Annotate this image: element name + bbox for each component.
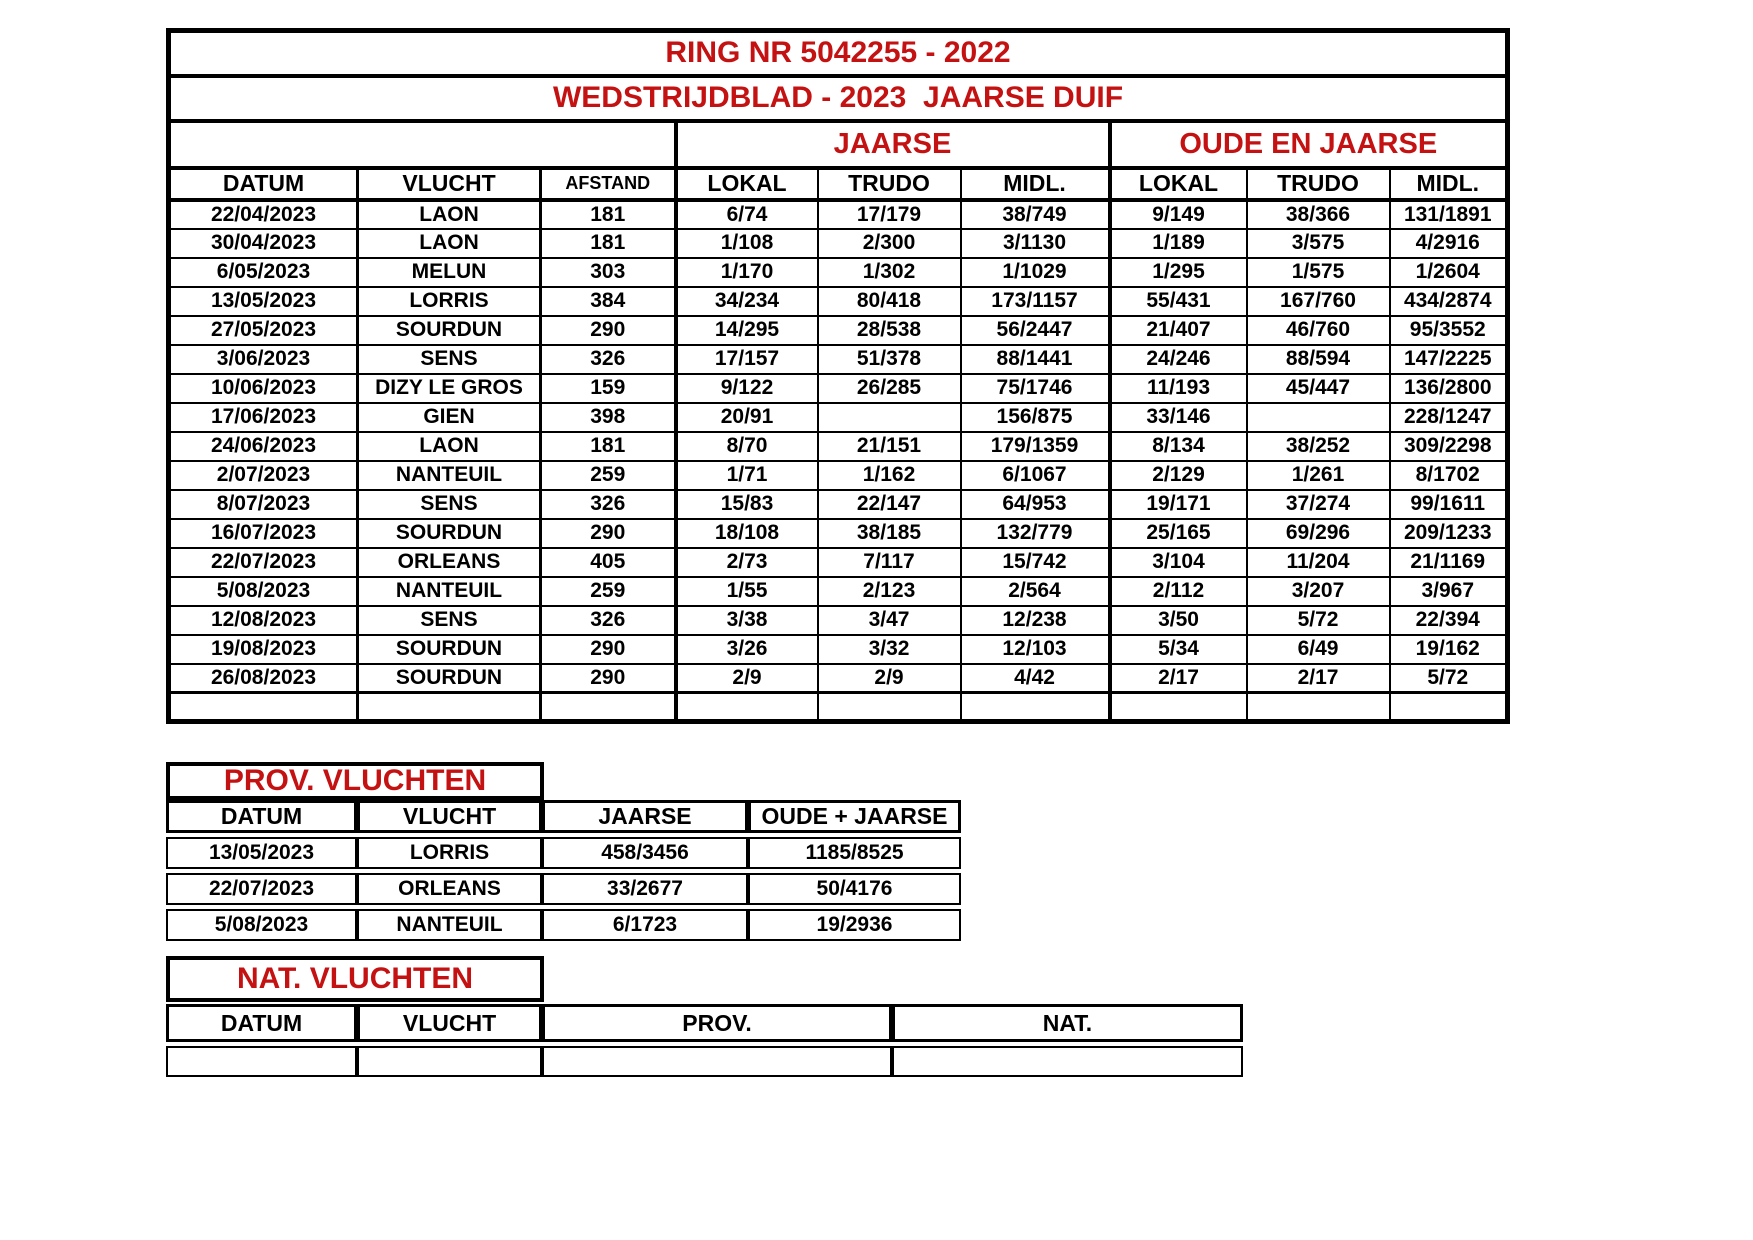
- cell-jaarse-midl: 1/1029: [961, 258, 1110, 287]
- cell-oude-trudo: 88/594: [1247, 345, 1390, 374]
- cell-jaarse-trudo: 17/179: [818, 200, 961, 229]
- cell-jaarse-midl: 4/42: [961, 664, 1110, 693]
- cell-vlucht: LAON: [358, 229, 541, 258]
- cell-oude-trudo: 38/252: [1247, 432, 1390, 461]
- cell-vlucht: ORLEANS: [358, 548, 541, 577]
- cell-vlucht: DIZY LE GROS: [358, 374, 541, 403]
- cell-afstand: 181: [541, 229, 676, 258]
- nat-result-row: [166, 1046, 1243, 1077]
- col-header-vlucht: VLUCHT: [358, 168, 541, 200]
- cell-jaarse-lokal: 3/26: [676, 635, 818, 664]
- result-row: [169, 374, 1508, 403]
- cell-datum: 2/07/2023: [169, 461, 358, 490]
- cell-afstand: [541, 693, 676, 722]
- col-header-prov: PROV.: [542, 1004, 892, 1042]
- cell-oude-lokal: 1/295: [1110, 258, 1247, 287]
- cell-oude-lokal: 5/34: [1110, 635, 1247, 664]
- col-header-oude-midl: MIDL.: [1390, 168, 1508, 200]
- cell-vlucht: SENS: [358, 345, 541, 374]
- cell-datum: 3/06/2023: [169, 345, 358, 374]
- col-header-jaarse-lokal: LOKAL: [676, 168, 818, 200]
- cell-oude-lokal: 2/112: [1110, 577, 1247, 606]
- cell-jaarse-midl: 15/742: [961, 548, 1110, 577]
- cell-vlucht: [358, 693, 541, 722]
- col-header-afstand: AFSTAND: [541, 168, 676, 200]
- cell-oude-lokal: 2/129: [1110, 461, 1247, 490]
- col-header-vlucht: VLUCHT: [357, 800, 542, 833]
- prov-vluchten-title: PROV. VLUCHTEN: [166, 762, 544, 800]
- cell-vlucht: SOURDUN: [358, 635, 541, 664]
- cell-datum: 30/04/2023: [169, 229, 358, 258]
- cell-oude-midl: 95/3552: [1390, 316, 1508, 345]
- cell-jaarse-trudo: 3/32: [818, 635, 961, 664]
- col-header-jaarse-trudo: TRUDO: [818, 168, 961, 200]
- cell-oude-midl: 228/1247: [1390, 403, 1508, 432]
- cell-datum: 17/06/2023: [169, 403, 358, 432]
- cell-vlucht: [357, 1046, 542, 1077]
- cell-vlucht: LORRIS: [357, 837, 542, 869]
- cell-jaarse-midl: 12/103: [961, 635, 1110, 664]
- cell-datum: 26/08/2023: [169, 664, 358, 693]
- cell-jaarse-midl: 88/1441: [961, 345, 1110, 374]
- nat-header-row: [166, 1004, 1243, 1042]
- nat-vluchten-table: [166, 1000, 1243, 1081]
- col-header-jaarse: JAARSE: [542, 800, 748, 833]
- cell-datum: [166, 1046, 357, 1077]
- cell-oude-lokal: 8/134: [1110, 432, 1247, 461]
- cell-jaarse-trudo: 51/378: [818, 345, 961, 374]
- cell-afstand: 290: [541, 316, 676, 345]
- cell-jaarse-trudo: 21/151: [818, 432, 961, 461]
- sheet-title-row: [169, 76, 1508, 121]
- cell-datum: 16/07/2023: [169, 519, 358, 548]
- cell-afstand: 181: [541, 200, 676, 229]
- cell-oude-trudo: 6/49: [1247, 635, 1390, 664]
- cell-oude-midl: 19/162: [1390, 635, 1508, 664]
- col-header-datum: DATUM: [166, 1004, 357, 1042]
- result-row: [169, 345, 1508, 374]
- group-header-oude-en-jaarse: OUDE EN JAARSE: [1110, 121, 1508, 168]
- result-row: [169, 548, 1508, 577]
- cell-afstand: 290: [541, 519, 676, 548]
- cell-datum: 5/08/2023: [166, 909, 357, 941]
- cell-jaarse-lokal: 8/70: [676, 432, 818, 461]
- cell-oude-midl: [1390, 693, 1508, 722]
- cell-jaarse-trudo: 28/538: [818, 316, 961, 345]
- cell-oude-lokal: 1/189: [1110, 229, 1247, 258]
- cell-jaarse: 6/1723: [542, 909, 748, 941]
- cell-jaarse-lokal: 15/83: [676, 490, 818, 519]
- cell-datum: 13/05/2023: [169, 287, 358, 316]
- column-header-row: [169, 168, 1508, 200]
- cell-jaarse: 33/2677: [542, 873, 748, 905]
- cell-oude-lokal: 33/146: [1110, 403, 1247, 432]
- cell-oude-jaarse: 1185/8525: [748, 837, 961, 869]
- cell-jaarse-lokal: 17/157: [676, 345, 818, 374]
- cell-jaarse-midl: 12/238: [961, 606, 1110, 635]
- cell-jaarse-trudo: 2/9: [818, 664, 961, 693]
- cell-oude-midl: 131/1891: [1390, 200, 1508, 229]
- result-row: [169, 490, 1508, 519]
- cell-afstand: 290: [541, 664, 676, 693]
- cell-jaarse-lokal: 2/73: [676, 548, 818, 577]
- cell-jaarse-lokal: 6/74: [676, 200, 818, 229]
- cell-vlucht: SOURDUN: [358, 519, 541, 548]
- cell-oude-lokal: 19/171: [1110, 490, 1247, 519]
- cell-oude-lokal: 2/17: [1110, 664, 1247, 693]
- cell-jaarse-trudo: [818, 693, 961, 722]
- col-header-jaarse-midl: MIDL.: [961, 168, 1110, 200]
- cell-vlucht: ORLEANS: [357, 873, 542, 905]
- prov-result-row: [166, 909, 961, 941]
- cell-vlucht: SOURDUN: [358, 664, 541, 693]
- result-row: [169, 519, 1508, 548]
- cell-oude-lokal: 24/246: [1110, 345, 1247, 374]
- cell-oude-trudo: 46/760: [1247, 316, 1390, 345]
- cell-oude-lokal: 3/104: [1110, 548, 1247, 577]
- cell-jaarse-midl: 173/1157: [961, 287, 1110, 316]
- cell-oude-midl: 21/1169: [1390, 548, 1508, 577]
- cell-vlucht: LAON: [358, 200, 541, 229]
- cell-oude-midl: 136/2800: [1390, 374, 1508, 403]
- col-header-oude-lokal: LOKAL: [1110, 168, 1247, 200]
- result-row: [169, 229, 1508, 258]
- cell-vlucht: SENS: [358, 490, 541, 519]
- col-header-nat: NAT.: [892, 1004, 1243, 1042]
- col-header-vlucht: VLUCHT: [357, 1004, 542, 1042]
- cell-oude-lokal: 21/407: [1110, 316, 1247, 345]
- cell-oude-midl: 3/967: [1390, 577, 1508, 606]
- cell-datum: 27/05/2023: [169, 316, 358, 345]
- cell-afstand: 326: [541, 345, 676, 374]
- cell-jaarse-midl: 38/749: [961, 200, 1110, 229]
- cell-jaarse-lokal: 34/234: [676, 287, 818, 316]
- cell-jaarse-midl: 3/1130: [961, 229, 1110, 258]
- ring-number-title: RING NR 5042255 - 2022: [169, 31, 1508, 76]
- cell-oude-lokal: 25/165: [1110, 519, 1247, 548]
- cell-jaarse-midl: 75/1746: [961, 374, 1110, 403]
- cell-afstand: 290: [541, 635, 676, 664]
- group-header-jaarse: JAARSE: [676, 121, 1110, 168]
- cell-jaarse-trudo: 26/285: [818, 374, 961, 403]
- result-row: [169, 693, 1508, 722]
- cell-jaarse-lokal: 3/38: [676, 606, 818, 635]
- cell-oude-midl: 4/2916: [1390, 229, 1508, 258]
- cell-jaarse-trudo: 1/162: [818, 461, 961, 490]
- cell-jaarse-trudo: 2/123: [818, 577, 961, 606]
- nat-table-body: [166, 1046, 1243, 1077]
- group-header-empty: [169, 121, 676, 168]
- cell-oude-trudo: 37/274: [1247, 490, 1390, 519]
- cell-jaarse-midl: 56/2447: [961, 316, 1110, 345]
- cell-jaarse-trudo: 22/147: [818, 490, 961, 519]
- cell-jaarse-lokal: 1/170: [676, 258, 818, 287]
- prov-vluchten-table: [166, 796, 961, 945]
- cell-jaarse-lokal: 1/55: [676, 577, 818, 606]
- prov-table-body: [166, 837, 961, 941]
- result-row: [169, 432, 1508, 461]
- cell-datum: [169, 693, 358, 722]
- cell-afstand: 259: [541, 461, 676, 490]
- cell-jaarse-lokal: 1/71: [676, 461, 818, 490]
- cell-afstand: 303: [541, 258, 676, 287]
- cell-vlucht: SENS: [358, 606, 541, 635]
- cell-oude-midl: 309/2298: [1390, 432, 1508, 461]
- cell-oude-midl: 209/1233: [1390, 519, 1508, 548]
- cell-oude-trudo: 3/575: [1247, 229, 1390, 258]
- result-row: [169, 287, 1508, 316]
- cell-oude-midl: 147/2225: [1390, 345, 1508, 374]
- results-table: [166, 28, 1510, 724]
- prov-result-row: [166, 873, 961, 905]
- cell-jaarse-lokal: 1/108: [676, 229, 818, 258]
- cell-jaarse-trudo: 1/302: [818, 258, 961, 287]
- cell-jaarse-trudo: [818, 403, 961, 432]
- result-row: [169, 200, 1508, 229]
- cell-vlucht: LORRIS: [358, 287, 541, 316]
- cell-jaarse-midl: 64/953: [961, 490, 1110, 519]
- cell-jaarse-trudo: 38/185: [818, 519, 961, 548]
- cell-oude-lokal: 55/431: [1110, 287, 1247, 316]
- cell-jaarse-trudo: 3/47: [818, 606, 961, 635]
- cell-jaarse-midl: 6/1067: [961, 461, 1110, 490]
- cell-jaarse-trudo: 7/117: [818, 548, 961, 577]
- cell-jaarse: 458/3456: [542, 837, 748, 869]
- cell-afstand: 398: [541, 403, 676, 432]
- cell-jaarse-midl: 156/875: [961, 403, 1110, 432]
- cell-datum: 13/05/2023: [166, 837, 357, 869]
- cell-oude-midl: 434/2874: [1390, 287, 1508, 316]
- cell-datum: 19/08/2023: [169, 635, 358, 664]
- col-header-oude-trudo: TRUDO: [1247, 168, 1390, 200]
- cell-jaarse-trudo: 2/300: [818, 229, 961, 258]
- cell-jaarse-lokal: 2/9: [676, 664, 818, 693]
- result-row: [169, 635, 1508, 664]
- cell-jaarse-lokal: 18/108: [676, 519, 818, 548]
- cell-afstand: 326: [541, 606, 676, 635]
- cell-oude-trudo: 2/17: [1247, 664, 1390, 693]
- cell-oude-trudo: 38/366: [1247, 200, 1390, 229]
- cell-vlucht: NANTEUIL: [358, 461, 541, 490]
- cell-oude-jaarse: 50/4176: [748, 873, 961, 905]
- cell-oude-lokal: [1110, 693, 1247, 722]
- cell-vlucht: GIEN: [358, 403, 541, 432]
- result-row: [169, 316, 1508, 345]
- cell-jaarse-trudo: 80/418: [818, 287, 961, 316]
- cell-vlucht: NANTEUIL: [358, 577, 541, 606]
- result-row: [169, 258, 1508, 287]
- cell-oude-trudo: 1/261: [1247, 461, 1390, 490]
- cell-jaarse-lokal: 14/295: [676, 316, 818, 345]
- cell-afstand: 384: [541, 287, 676, 316]
- cell-jaarse-lokal: [676, 693, 818, 722]
- cell-oude-midl: 22/394: [1390, 606, 1508, 635]
- cell-vlucht: SOURDUN: [358, 316, 541, 345]
- cell-oude-jaarse: 19/2936: [748, 909, 961, 941]
- col-header-datum: DATUM: [169, 168, 358, 200]
- cell-datum: 6/05/2023: [169, 258, 358, 287]
- cell-vlucht: LAON: [358, 432, 541, 461]
- cell-oude-trudo: 5/72: [1247, 606, 1390, 635]
- result-row: [169, 403, 1508, 432]
- cell-oude-trudo: 3/207: [1247, 577, 1390, 606]
- cell-oude-midl: 1/2604: [1390, 258, 1508, 287]
- prov-result-row: [166, 837, 961, 869]
- cell-afstand: 405: [541, 548, 676, 577]
- cell-datum: 22/07/2023: [169, 548, 358, 577]
- cell-oude-lokal: 9/149: [1110, 200, 1247, 229]
- cell-afstand: 326: [541, 490, 676, 519]
- cell-datum: 10/06/2023: [169, 374, 358, 403]
- cell-afstand: 181: [541, 432, 676, 461]
- sheet-title: WEDSTRIJDBLAD - 2023 JAARSE DUIF: [169, 76, 1508, 121]
- cell-oude-trudo: 1/575: [1247, 258, 1390, 287]
- cell-oude-trudo: [1247, 693, 1390, 722]
- col-header-oude-jaarse: OUDE + JAARSE: [748, 800, 961, 833]
- cell-datum: 22/07/2023: [166, 873, 357, 905]
- cell-datum: 12/08/2023: [169, 606, 358, 635]
- cell-jaarse-midl: 2/564: [961, 577, 1110, 606]
- cell-oude-trudo: [1247, 403, 1390, 432]
- group-header-row: [169, 121, 1508, 168]
- nat-vluchten-title: NAT. VLUCHTEN: [166, 956, 544, 1002]
- cell-datum: 8/07/2023: [169, 490, 358, 519]
- result-row: [169, 461, 1508, 490]
- cell-oude-trudo: 11/204: [1247, 548, 1390, 577]
- cell-afstand: 159: [541, 374, 676, 403]
- result-row: [169, 606, 1508, 635]
- cell-oude-trudo: 167/760: [1247, 287, 1390, 316]
- cell-jaarse-lokal: 9/122: [676, 374, 818, 403]
- cell-oude-trudo: 45/447: [1247, 374, 1390, 403]
- cell-datum: 24/06/2023: [169, 432, 358, 461]
- prov-header-row: [166, 800, 961, 833]
- ring-title-row: [169, 31, 1508, 76]
- cell-jaarse-midl: 179/1359: [961, 432, 1110, 461]
- result-row: [169, 664, 1508, 693]
- cell-jaarse-midl: 132/779: [961, 519, 1110, 548]
- cell-oude-trudo: 69/296: [1247, 519, 1390, 548]
- cell-jaarse-lokal: 20/91: [676, 403, 818, 432]
- cell-oude-midl: 8/1702: [1390, 461, 1508, 490]
- col-header-datum: DATUM: [166, 800, 357, 833]
- cell-vlucht: NANTEUIL: [357, 909, 542, 941]
- cell-afstand: 259: [541, 577, 676, 606]
- result-row: [169, 577, 1508, 606]
- cell-oude-midl: 99/1611: [1390, 490, 1508, 519]
- cell-datum: 22/04/2023: [169, 200, 358, 229]
- cell-oude-lokal: 11/193: [1110, 374, 1247, 403]
- cell-oude-midl: 5/72: [1390, 664, 1508, 693]
- cell-jaarse-midl: [961, 693, 1110, 722]
- cell-vlucht: MELUN: [358, 258, 541, 287]
- cell-oude-lokal: 3/50: [1110, 606, 1247, 635]
- cell-prov: [542, 1046, 892, 1077]
- results-table-body: [169, 200, 1508, 722]
- cell-datum: 5/08/2023: [169, 577, 358, 606]
- cell-nat: [892, 1046, 1243, 1077]
